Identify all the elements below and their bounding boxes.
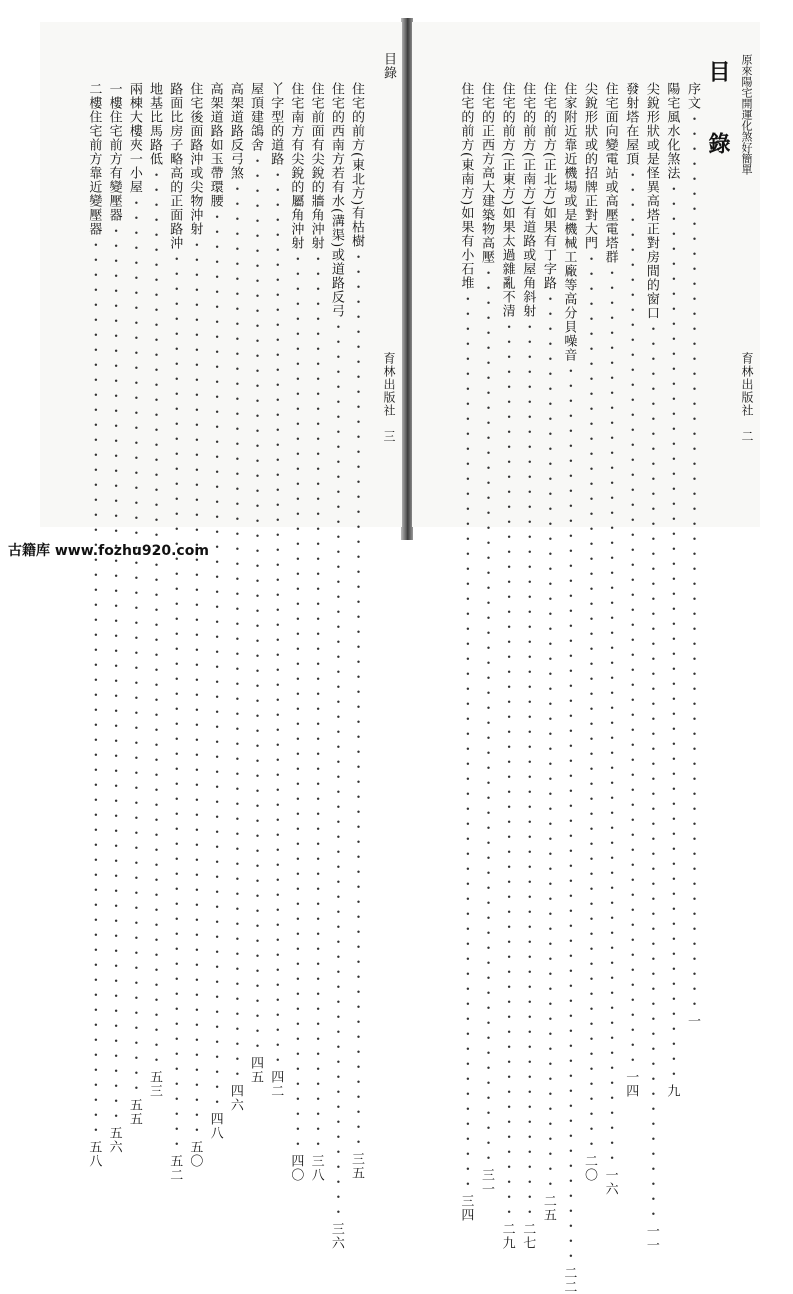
toc-leader-dots: ・・・・・・・・・・・・・・・・・・・・・・・・・・・・・・・・・・・・・・・・・・・・・・・・・・・・・・・・・・・・ (248, 154, 263, 1054)
toc-entry (328, 82, 346, 1251)
toc-entry-page: 三一 (479, 1168, 494, 1196)
toc-entry-page: 一一 (643, 1224, 659, 1252)
toc-entry (623, 82, 640, 1098)
toc-entry-title: 住家附近靠近機場或是機械工廠等高分貝噪音 (561, 82, 577, 362)
toc-entry-title: 丫字型的道路 (268, 82, 284, 166)
toc-entry-title: 住宅後面路沖或尖物沖射 (187, 82, 203, 236)
toc-leader-dots: ・・・・・・・・・・・・・・・・・・・・・・・・・・・・・・・・・・・・・・・・・・・・・・・・・・・・・・・・・・・・ (643, 322, 659, 1222)
toc-entry-title: 屋頂建鴿舍 (248, 82, 263, 152)
toc-entry (664, 82, 681, 1098)
toc-entry-page: 五二 (167, 1154, 183, 1182)
toc-entry-page: 五五 (126, 1098, 142, 1126)
toc-leader-dots: ・・・・・・・・・・・・・・・・・・・・・・・・・・・・・・・・・・・・・・・・・・・・・・・・・・・・・・・・・・・・ (288, 252, 304, 1152)
toc-entry-title: 住宅南方有尖銳的屬角沖射 (288, 82, 304, 250)
toc-entry-page: 四〇 (288, 1154, 304, 1182)
toc-entry (685, 82, 702, 1028)
toc-entry-title: 高架道路如玉帶環腰 (207, 82, 223, 208)
toc-leader-dots: ・・・・・・・・・・・・・・・・・・・・・・・・・・・・・・・・・・・・・・・・・・・・・・・・・・・・・・・・・・・・ (126, 196, 142, 1096)
toc-leader-dots: ・・・・・・・・・・・・・・・・・・・・・・・・・・・・・・・・・・・・・・・・・・・・・・・・・・・・・・・・・・・・ (207, 210, 223, 1110)
toc-entry (582, 82, 599, 1182)
toc-entry (561, 82, 578, 1294)
toc-entry-title: 住宅的前方(正南方)有道路或屋角斜射 (520, 82, 536, 319)
toc-leader-dots: ・・・・・・・・・・・・・・・・・・・・・・・・・・・・・・・・・・・・・・・・・・・・・・・・・・・・・・・・・・・・ (685, 112, 700, 1012)
toc-entry-page: 五八 (86, 1140, 102, 1168)
toc-entry-title: 住宅的正西方高大建築物高壓 (479, 82, 494, 264)
toc-entry-page: 四八 (207, 1112, 223, 1140)
toc-entry-page: 二〇 (582, 1154, 597, 1182)
toc-entry-page: 一六 (602, 1168, 618, 1196)
toc-leader-dots: ・・・・・・・・・・・・・・・・・・・・・・・・・・・・・・・・・・・・・・・・・・・・・・・・・・・・・・・・・・・・ (458, 292, 474, 1193)
toc-entry-page: 五三 (147, 1070, 162, 1098)
toc-leader-dots: ・・・・・・・・・・・・・・・・・・・・・・・・・・・・・・・・・・・・・・・・・・・・・・・・・・・・・・・・・・・・ (561, 364, 577, 1264)
toc-entry-title: 住宅的前方(正東方)如果太過雜亂不清 (499, 82, 515, 319)
toc-leader-dots: ・・・・・・・・・・・・・・・・・・・・・・・・・・・・・・・・・・・・・・・・・・・・・・・・・・・・・・・・・・・・ (86, 238, 102, 1138)
toc-entry-title: 一樓住宅前方有變壓器 (106, 82, 122, 222)
toc-entry-title: 兩棟大樓夾一小屋 (126, 82, 142, 194)
toc-entry (308, 82, 326, 1182)
toc-entry-title: 地基比馬路低 (147, 82, 162, 166)
toc-leader-dots: ・・・・・・・・・・・・・・・・・・・・・・・・・・・・・・・・・・・・・・・・・・・・・・・・・・・・・・・・・・・・ (187, 238, 203, 1138)
page-title: 目 錄 (705, 60, 731, 168)
toc-entry (227, 82, 245, 1112)
toc-entry-title: 陽宅風水化煞法 (664, 82, 680, 180)
toc-entry (207, 82, 225, 1140)
toc-entry-page: 二七 (520, 1222, 536, 1251)
toc-entry (248, 82, 265, 1084)
toc-leader-dots: ・・・・・・・・・・・・・・・・・・・・・・・・・・・・・・・・・・・・・・・・・・・・・・・・・・・・・・・・・・・・ (167, 252, 183, 1152)
toc-entry (147, 82, 164, 1098)
toc-entry (167, 82, 184, 1182)
toc-entry (520, 82, 537, 1251)
toc-entry-page: 三八 (308, 1154, 324, 1182)
left-section-label: 目錄 (381, 52, 396, 80)
toc-entry-title: 住宅面向變電站或高壓電塔群 (602, 82, 618, 264)
toc-entry (540, 82, 558, 1223)
toc-leader-dots: ・・・・・・・・・・・・・・・・・・・・・・・・・・・・・・・・・・・・・・・・・・・・・・・・・・・・・・・・・・・・ (623, 168, 639, 1068)
toc-entry-title: 住宅的前方(東南方)如果有小石堆 (458, 82, 474, 291)
toc-leader-dots: ・・・・・・・・・・・・・・・・・・・・・・・・・・・・・・・・・・・・・・・・・・・・・・・・・・・・・・・・・・・・ (499, 320, 515, 1221)
toc-entry (499, 82, 517, 1251)
toc-leader-dots: ・・・・・・・・・・・・・・・・・・・・・・・・・・・・・・・・・・・・・・・・・・・・・・・・・・・・・・・・・・・・ (520, 320, 536, 1221)
toc-entry-page: 一四 (623, 1070, 639, 1098)
toc-entry (187, 82, 204, 1168)
left-publisher-footer: 育林出版社 三 (382, 352, 396, 443)
toc-leader-dots: ・・・・・・・・・・・・・・・・・・・・・・・・・・・・・・・・・・・・・・・・・・・・・・・・・・・・・・・・・・・・ (664, 182, 680, 1082)
toc-leader-dots: ・・・・・・・・・・・・・・・・・・・・・・・・・・・・・・・・・・・・・・・・・・・・・・・・・・・・・・・・・・・・ (349, 250, 364, 1151)
toc-entry (126, 82, 144, 1126)
toc-entry (458, 82, 475, 1223)
right-publisher-footer: 育林出版社 二 (740, 352, 754, 443)
toc-entry-page: 二二 (561, 1266, 577, 1294)
toc-entry (106, 82, 124, 1154)
toc-entry-title: 二樓住宅前方靠近變壓器 (86, 82, 102, 236)
toc-entry-page: 五六 (106, 1126, 122, 1154)
toc-entry-title: 序文 (685, 82, 700, 110)
toc-entry-page: 一 (685, 1014, 700, 1028)
toc-leader-dots: ・・・・・・・・・・・・・・・・・・・・・・・・・・・・・・・・・・・・・・・・・・・・・・・・・・・・・・・・・・・・ (308, 252, 324, 1152)
toc-entry-page: 五〇 (187, 1140, 203, 1168)
toc-entry-page: 三五 (349, 1152, 364, 1181)
toc-entry (602, 82, 620, 1196)
toc-leader-dots: ・・・・・・・・・・・・・・・・・・・・・・・・・・・・・・・・・・・・・・・・・・・・・・・・・・・・・・・・・・・・ (540, 292, 556, 1193)
right-page (412, 22, 760, 1294)
toc-entry-page: 四六 (227, 1084, 243, 1112)
toc-entry-title: 尖銳形狀或的招牌正對大門 (582, 82, 597, 250)
toc-entry-page: 三四 (458, 1194, 474, 1223)
toc-entry-page: 二五 (540, 1194, 556, 1223)
toc-entry-title: 住宅的前方(東北方)有枯樹 (349, 82, 364, 249)
toc-entry (288, 82, 305, 1182)
toc-leader-dots: ・・・・・・・・・・・・・・・・・・・・・・・・・・・・・・・・・・・・・・・・・・・・・・・・・・・・・・・・・・・・ (106, 224, 122, 1124)
toc-leader-dots: ・・・・・・・・・・・・・・・・・・・・・・・・・・・・・・・・・・・・・・・・・・・・・・・・・・・・・・・・・・・・ (268, 168, 284, 1068)
toc-entry (268, 82, 285, 1098)
toc-entry-title: 高架道路反弓煞 (227, 82, 243, 180)
toc-entry-page: 三六 (328, 1222, 344, 1251)
toc-entry (349, 82, 366, 1181)
toc-leader-dots: ・・・・・・・・・・・・・・・・・・・・・・・・・・・・・・・・・・・・・・・・・・・・・・・・・・・・・・・・・・・・ (582, 252, 597, 1152)
toc-entry-title: 發射塔在屋頂 (623, 82, 639, 166)
toc-entry (643, 82, 661, 1252)
toc-entry (479, 82, 496, 1196)
toc-leader-dots: ・・・・・・・・・・・・・・・・・・・・・・・・・・・・・・・・・・・・・・・・・・・・・・・・・・・・・・・・・・・・ (147, 168, 162, 1068)
toc-entry-title: 住宅前面有尖銳的牆角沖射 (308, 82, 324, 250)
running-header: 原來陽宅開運化煞好簡單 (740, 54, 753, 175)
toc-entry-page: 四二 (268, 1070, 284, 1098)
toc-entry-title: 路面比房子略高的正面路沖 (167, 82, 183, 250)
toc-entry (86, 82, 103, 1168)
toc-entry-page: 四五 (248, 1056, 263, 1084)
toc-entry-title: 尖銳形狀或是怪異高塔正對房間的窗口 (643, 82, 659, 320)
toc-entry-page: 九 (664, 1084, 680, 1098)
toc-entry-title: 住宅的前方(正北方)如果有丁字路 (540, 82, 556, 291)
toc-entry-page: 二九 (499, 1222, 515, 1251)
toc-entry-title: 住宅的西南方若有水(溝渠)或道路反弓 (328, 82, 344, 319)
site-watermark: 古籍库 www.fozhu920.com (8, 543, 209, 559)
toc-leader-dots: ・・・・・・・・・・・・・・・・・・・・・・・・・・・・・・・・・・・・・・・・・・・・・・・・・・・・・・・・・・・・ (227, 182, 243, 1082)
toc-leader-dots: ・・・・・・・・・・・・・・・・・・・・・・・・・・・・・・・・・・・・・・・・・・・・・・・・・・・・・・・・・・・・ (602, 266, 618, 1166)
toc-leader-dots: ・・・・・・・・・・・・・・・・・・・・・・・・・・・・・・・・・・・・・・・・・・・・・・・・・・・・・・・・・・・・ (479, 266, 494, 1166)
toc-leader-dots: ・・・・・・・・・・・・・・・・・・・・・・・・・・・・・・・・・・・・・・・・・・・・・・・・・・・・・・・・・・・・ (328, 320, 344, 1221)
